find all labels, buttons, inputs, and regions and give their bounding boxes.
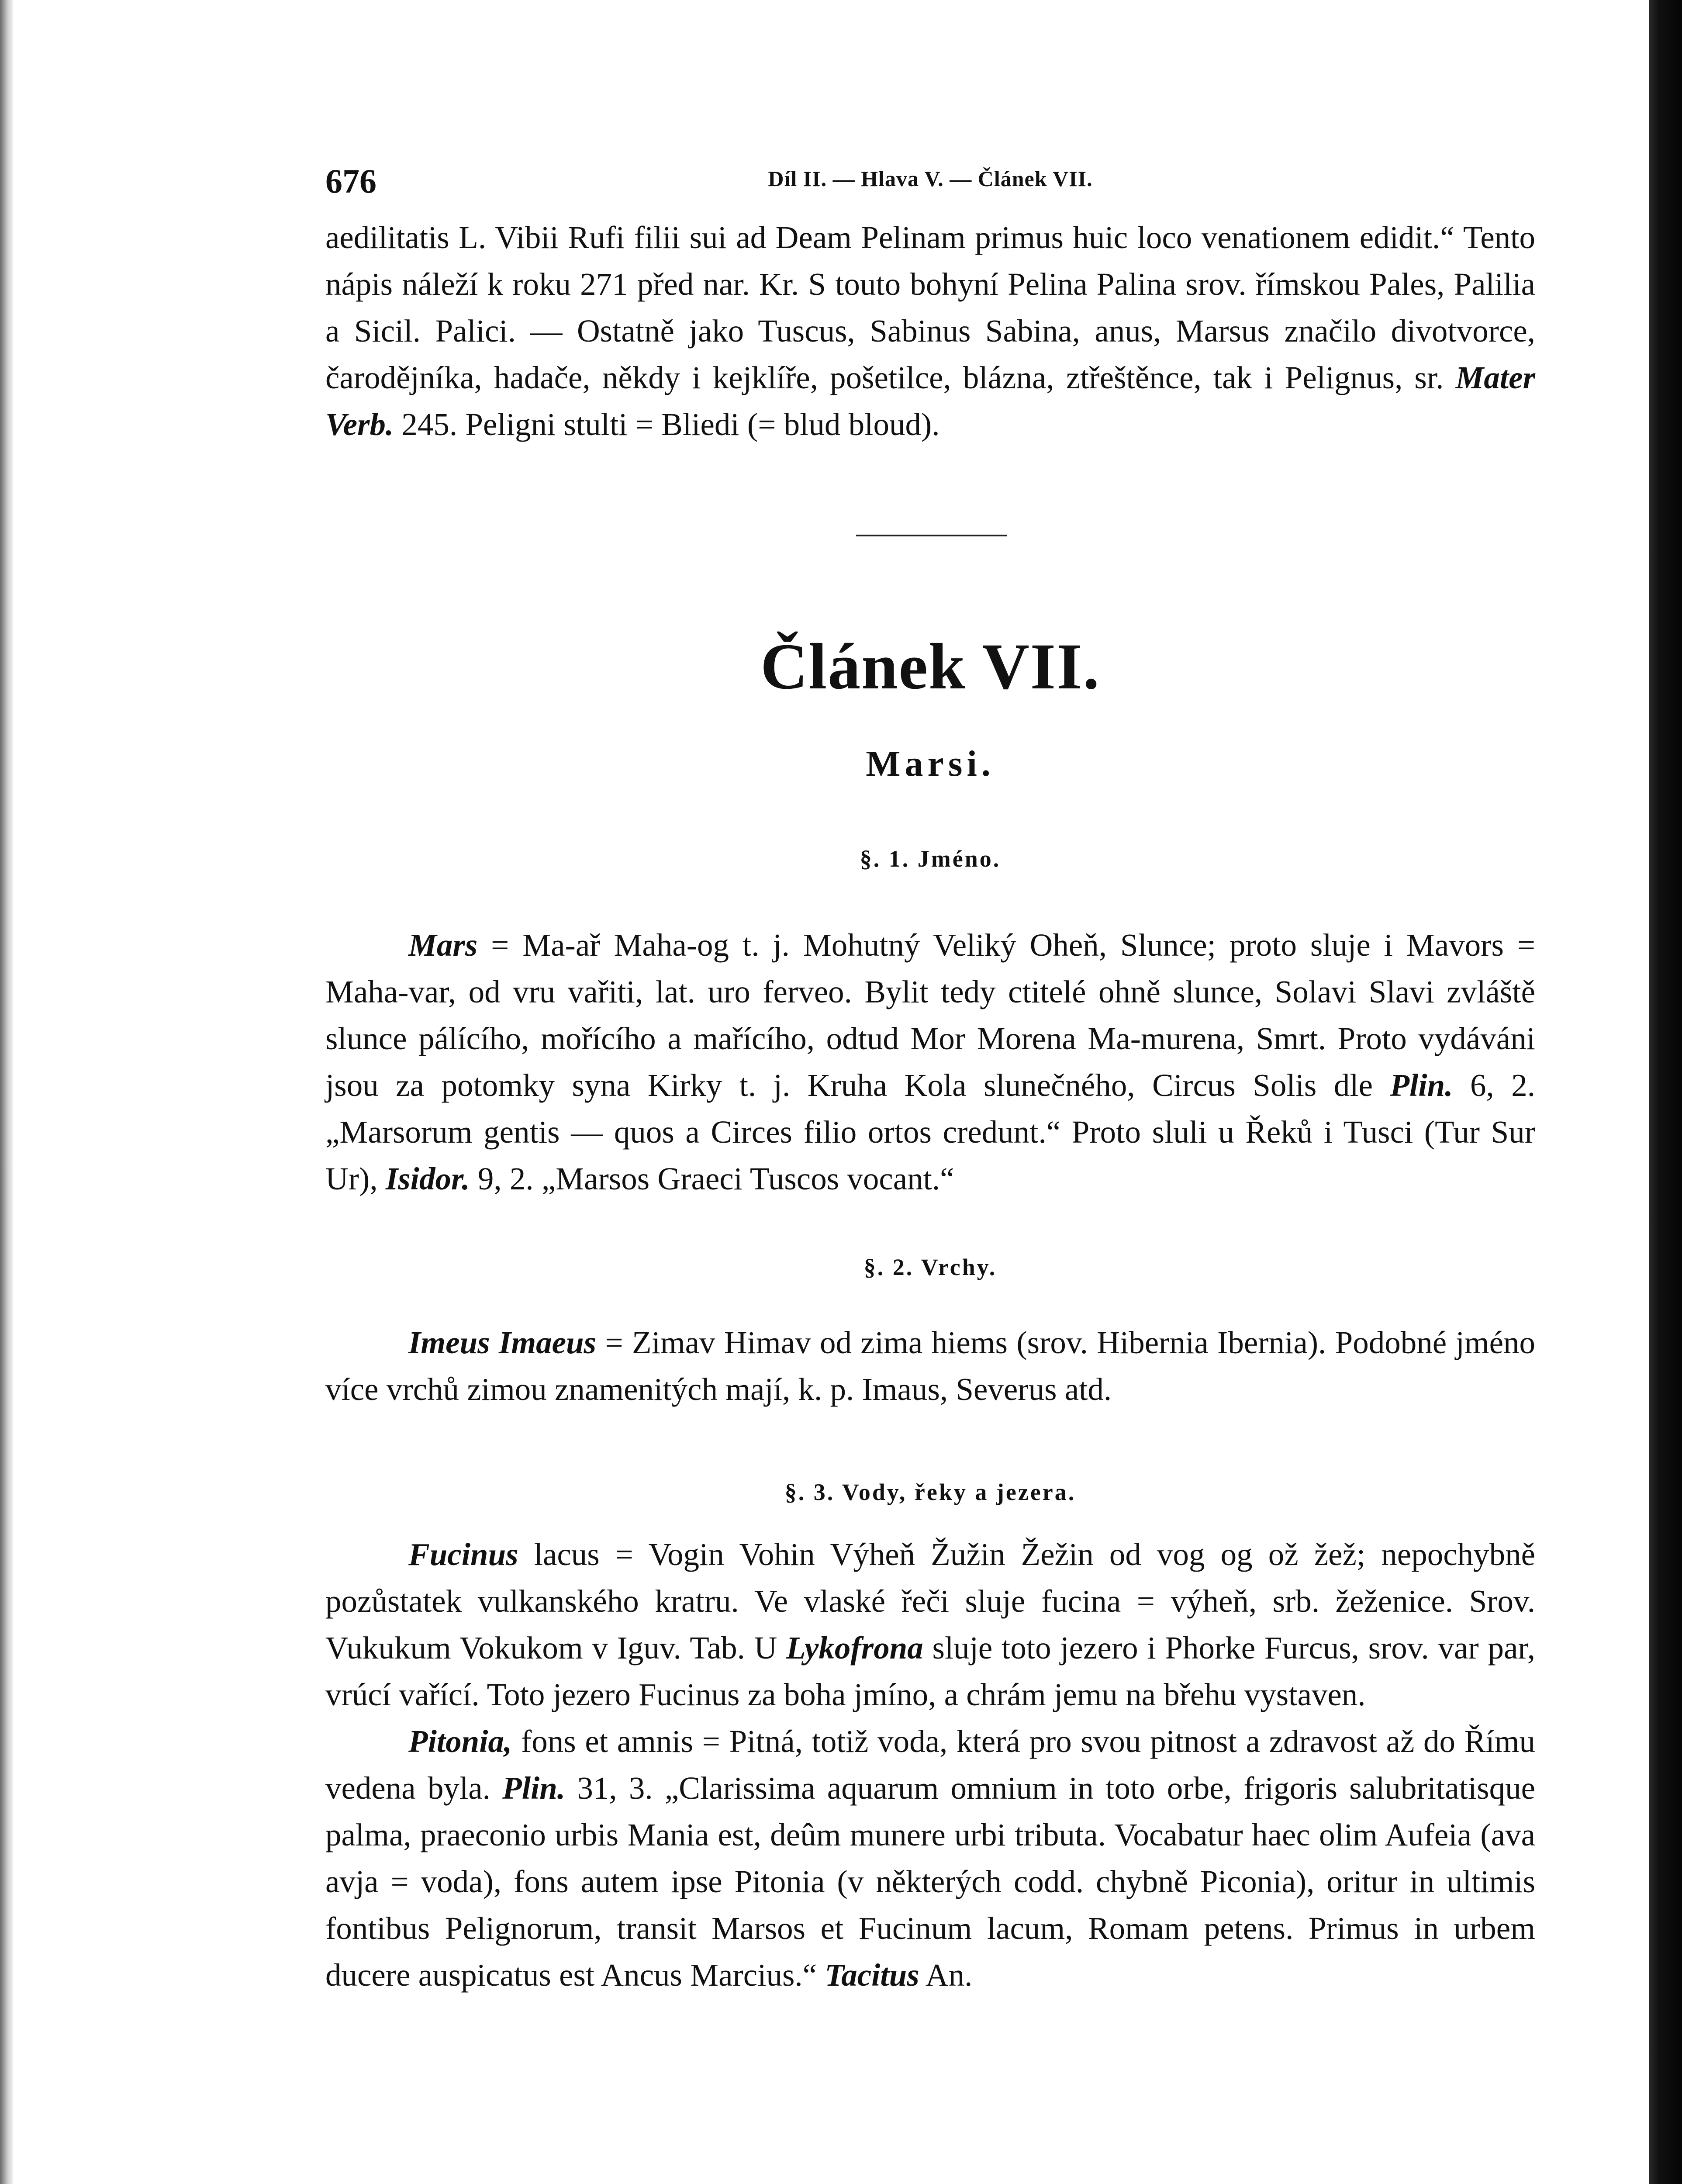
italic-citation: Plin. [502, 1770, 566, 1806]
section-heading-3: §. 3. Vody, řeky a jezera. [784, 1479, 1076, 1505]
text-run: 6, 2. „Marsorum gentis — quos a Circes filio ortos credunt.“ Proto sluli u Řeků i Tusci (Tur Sur Ur), [325, 1068, 1536, 1196]
text-run: fons et amnis = Pitná, totiž voda, která pro svou pitnost a zdravost až do Římu vedena byla. [325, 1724, 1535, 1806]
top-paragraph-block [325, 214, 1535, 448]
italic-citation: Plin. [1390, 1068, 1453, 1103]
text-run: sluje toto jezero i Phorke Furcus, srov. var par, vrúcí vařící. Toto jezero Fucinus za boha jmíno, a chrám jemu na břehu vystaven. [325, 1630, 1536, 1712]
section-heading-1: §. 1. Jméno. [860, 846, 1001, 872]
section-2-body [325, 1319, 1535, 1413]
italic-term: Mars [408, 927, 478, 963]
section-1-paragraph [325, 922, 1535, 1202]
running-head: Díl II. — Hlava V. — Článek VII. [768, 166, 1093, 191]
page-number: 676 [325, 162, 376, 200]
text-run: = Zimav Himav od zima hiems (srov. Hibernia Ibernia). Podobné jméno více vrchů zimou znamenitých mají, k. p. Imaus, Severus atd. [325, 1325, 1535, 1407]
page-header [325, 162, 1535, 205]
italic-citation: Tacitus [825, 1957, 919, 1993]
section-2-paragraph [325, 1319, 1535, 1413]
text-run: aedilitatis L. Vibii Rufi filii sui ad Deam Pelinam primus huic loco venationem edidit.“ Tento nápis náleží k roku 271 před nar. Kr. S touto bohyní Pelina Palina srov. římskou Pales, Palilia a Sicil. Palici. — Ostatně jako Tuscus, Sabinus Sabina, anus, Marsus značilo divotvorce, čarodějníka, hadače, někdy i kejklíře, pošetilce, blázna, ztřeštěnce, tak i Pelignus, sr. [325, 220, 1535, 395]
scan-right-edge [1649, 0, 1682, 2184]
italic-citation: Isidor. [385, 1161, 470, 1196]
italic-term: Pitonia, [408, 1724, 512, 1759]
section-divider-rule [856, 535, 1007, 536]
chapter-subtitle: Marsi. [866, 743, 995, 784]
chapter-title: Článek VII. [760, 630, 1100, 703]
scan-left-edge [0, 0, 13, 2184]
section-3-paragraph-1 [325, 1531, 1535, 1718]
italic-citation: Mater Verb. [325, 360, 1535, 442]
text-run: 245. Peligni stulti = Bliedi (= blud bloud). [394, 407, 940, 442]
top-paragraph [325, 214, 1535, 448]
text-run: 31, 3. „Clarissima aquarum omnium in toto orbe, frigoris salubritatisque palma, praeconio urbis Mania est, deûm munere urbi tributa. Vocabatur haec olim Aufeia (ava avja = voda), fons autem ipse Pitonia (v některých codd. chybně Piconia), oritur in ultimis fontibus Pelignorum, transit Marsos et Fucinum lacum, Romam petens. Primus in urbem ducere auspicatus est Ancus Marcius.“ [325, 1770, 1535, 1993]
text-run: = Ma-ař Maha-og t. j. Mohutný Veliký Oheň, Slunce; proto sluje i Mavors = Maha-var, od vru vařiti, lat. uro ferveo. Bylit tedy ctitelé ohně slunce, Solavi Slavi zvláště slunce pálícího, mořícího a mařícího, odtud Mor Morena Ma-murena, Smrt. Proto vydáváni jsou za potomky syna Kirky t. j. Kruha Kola slunečného, Circus Solis dle [325, 927, 1535, 1103]
text-run: lacus = Vogin Vohin Výheň Žužin Žežin od vog og ož žež; nepochybně pozůstatek vulkanského kratru. Ve vlaské řeči sluje fucina = výheň, srb. žeženice. Srov. Vukukum Vokukom v Iguv. Tab. U [325, 1537, 1535, 1666]
text-run: 9, 2. „Marsos Graeci Tuscos vocant.“ [470, 1161, 954, 1196]
section-heading-2: §. 2. Vrchy. [863, 1254, 997, 1280]
text-run: An. [919, 1957, 973, 1993]
section-3-body [325, 1531, 1535, 1998]
section-1-body [325, 922, 1535, 1202]
section-3-paragraph-2 [325, 1718, 1535, 1998]
italic-citation: Lykofrona [786, 1630, 923, 1666]
italic-term: Imeus Imaeus [408, 1325, 597, 1360]
italic-term: Fucinus [408, 1537, 518, 1572]
